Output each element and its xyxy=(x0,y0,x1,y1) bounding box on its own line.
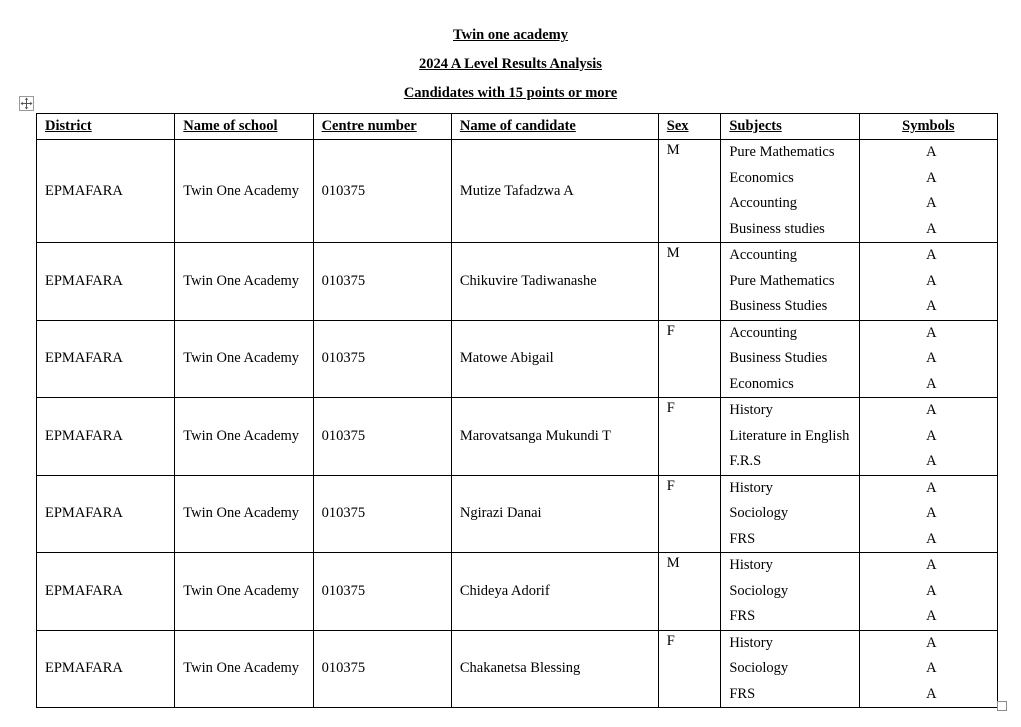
symbol-item: A xyxy=(926,685,937,702)
subjects-cell[interactable] xyxy=(721,320,859,398)
district-cell[interactable]: EPMAFARA xyxy=(37,320,175,398)
centre-cell[interactable]: 010375 xyxy=(313,553,451,631)
school-cell[interactable]: Twin One Academy xyxy=(175,140,313,243)
table-row xyxy=(37,475,998,553)
symbol-item: A xyxy=(926,375,937,392)
table-row xyxy=(37,630,998,708)
subject-item: Literature in English xyxy=(729,427,850,444)
sex-cell[interactable]: M xyxy=(658,553,721,631)
candidate-cell[interactable]: Mutize Tafadzwa A xyxy=(451,140,658,243)
symbol-item: A xyxy=(926,453,937,469)
symbol-item: A xyxy=(926,247,937,263)
symbols-cell[interactable] xyxy=(859,630,997,708)
school-cell[interactable]: Twin One Academy xyxy=(175,320,313,398)
district-cell[interactable]: EPMAFARA xyxy=(37,140,175,243)
symbol-item: A xyxy=(926,505,937,521)
symbol-item: A xyxy=(926,582,937,599)
symbols-cell[interactable] xyxy=(859,243,997,321)
subject-item: History xyxy=(729,634,773,651)
candidate-cell[interactable]: Chakanetsa Blessing xyxy=(451,630,658,708)
centre-cell[interactable]: 010375 xyxy=(313,398,451,476)
table-row xyxy=(37,398,998,476)
subject-item: FRS xyxy=(729,530,756,547)
document-title: Twin one academy xyxy=(453,27,568,43)
subject-item: History xyxy=(729,402,773,418)
subjects-cell[interactable] xyxy=(721,475,859,553)
symbol-item: A xyxy=(926,608,937,624)
school-cell[interactable]: Twin One Academy xyxy=(175,630,313,708)
candidate-cell[interactable]: Chideya Adorif xyxy=(451,553,658,631)
symbol-item: A xyxy=(926,634,937,651)
subject-item: Sociology xyxy=(729,660,789,676)
symbol-item: A xyxy=(926,195,937,211)
school-cell[interactable]: Twin One Academy xyxy=(175,243,313,321)
subject-item: Business studies xyxy=(729,220,825,237)
symbols-cell[interactable] xyxy=(859,475,997,553)
symbol-item: A xyxy=(926,402,937,418)
school-cell[interactable]: Twin One Academy xyxy=(175,553,313,631)
subject-item: FRS xyxy=(729,685,756,702)
subjects-cell[interactable] xyxy=(721,553,859,631)
centre-cell[interactable]: 010375 xyxy=(313,475,451,553)
subject-item: Accounting xyxy=(729,247,798,263)
subject-item: Accounting xyxy=(729,324,798,341)
subjects-cell[interactable] xyxy=(721,398,859,476)
district-cell[interactable]: EPMAFARA xyxy=(37,553,175,631)
symbol-item: A xyxy=(926,220,937,237)
centre-cell[interactable]: 010375 xyxy=(313,630,451,708)
subject-item: History xyxy=(729,479,773,496)
symbol-item: A xyxy=(926,530,937,547)
subject-item: F.R.S xyxy=(729,453,762,469)
table-row xyxy=(37,320,998,398)
symbol-item: A xyxy=(926,169,937,186)
sex-cell[interactable]: F xyxy=(658,320,721,398)
table-move-handle-icon[interactable] xyxy=(19,96,34,111)
symbol-item: A xyxy=(926,660,937,676)
candidate-cell[interactable]: Marovatsanga Mukundi T xyxy=(451,398,658,476)
district-cell[interactable]: EPMAFARA xyxy=(37,475,175,553)
sex-cell[interactable]: F xyxy=(658,630,721,708)
header-row xyxy=(37,114,998,140)
district-cell[interactable]: EPMAFARA xyxy=(37,630,175,708)
header-subjects: Subjects xyxy=(721,114,859,140)
subject-item: Sociology xyxy=(729,582,789,599)
symbol-item: A xyxy=(926,324,937,341)
subject-item: Sociology xyxy=(729,505,789,521)
symbols-cell[interactable] xyxy=(859,553,997,631)
symbol-item: A xyxy=(926,272,937,289)
subjects-cell[interactable] xyxy=(721,630,859,708)
symbol-item: A xyxy=(926,350,937,366)
table-resize-handle[interactable] xyxy=(997,701,1007,711)
candidate-cell[interactable]: Ngirazi Danai xyxy=(451,475,658,553)
symbols-cell[interactable] xyxy=(859,320,997,398)
candidate-cell[interactable]: Chikuvire Tadiwanashe xyxy=(451,243,658,321)
district-cell[interactable]: EPMAFARA xyxy=(37,398,175,476)
document-subtitle: 2024 A Level Results Analysis xyxy=(419,56,602,72)
results-table xyxy=(36,113,998,708)
symbol-item: A xyxy=(926,557,937,573)
symbols-cell[interactable] xyxy=(859,140,997,243)
subject-item: Pure Mathematics xyxy=(729,272,835,289)
header-candidate: Name of candidate xyxy=(451,114,658,140)
header-district: District xyxy=(37,114,175,140)
header-symbols: Symbols xyxy=(859,114,997,140)
candidate-cell[interactable]: Matowe Abigail xyxy=(451,320,658,398)
sex-cell[interactable]: M xyxy=(658,140,721,243)
school-cell[interactable]: Twin One Academy xyxy=(175,475,313,553)
table-row xyxy=(37,243,998,321)
subject-item: Business Studies xyxy=(729,298,828,314)
centre-cell[interactable]: 010375 xyxy=(313,243,451,321)
symbol-item: A xyxy=(926,144,937,160)
symbol-item: A xyxy=(926,427,937,444)
district-cell[interactable]: EPMAFARA xyxy=(37,243,175,321)
sex-cell[interactable]: F xyxy=(658,475,721,553)
sex-cell[interactable]: M xyxy=(658,243,721,321)
symbol-item: A xyxy=(926,479,937,496)
table-caption: Candidates with 15 points or more xyxy=(403,85,618,101)
subject-item: Economics xyxy=(729,169,794,186)
table-row xyxy=(37,553,998,631)
subject-item: Accounting xyxy=(729,195,798,211)
subjects-cell[interactable] xyxy=(721,140,859,243)
sex-cell[interactable]: F xyxy=(658,398,721,476)
subjects-cell[interactable] xyxy=(721,243,859,321)
subject-item: History xyxy=(729,557,773,573)
symbols-cell[interactable] xyxy=(859,398,997,476)
subject-item: Economics xyxy=(729,375,794,392)
school-cell[interactable]: Twin One Academy xyxy=(175,398,313,476)
subject-item: FRS xyxy=(729,608,756,624)
centre-cell[interactable]: 010375 xyxy=(313,320,451,398)
subject-item: Pure Mathematics xyxy=(729,144,835,160)
header-centre-number: Centre number xyxy=(313,114,451,140)
centre-cell[interactable]: 010375 xyxy=(313,140,451,243)
header-school: Name of school xyxy=(175,114,313,140)
symbol-item: A xyxy=(926,298,937,314)
table-row xyxy=(37,140,998,243)
header-sex: Sex xyxy=(658,114,721,140)
subject-item: Business Studies xyxy=(729,350,828,366)
